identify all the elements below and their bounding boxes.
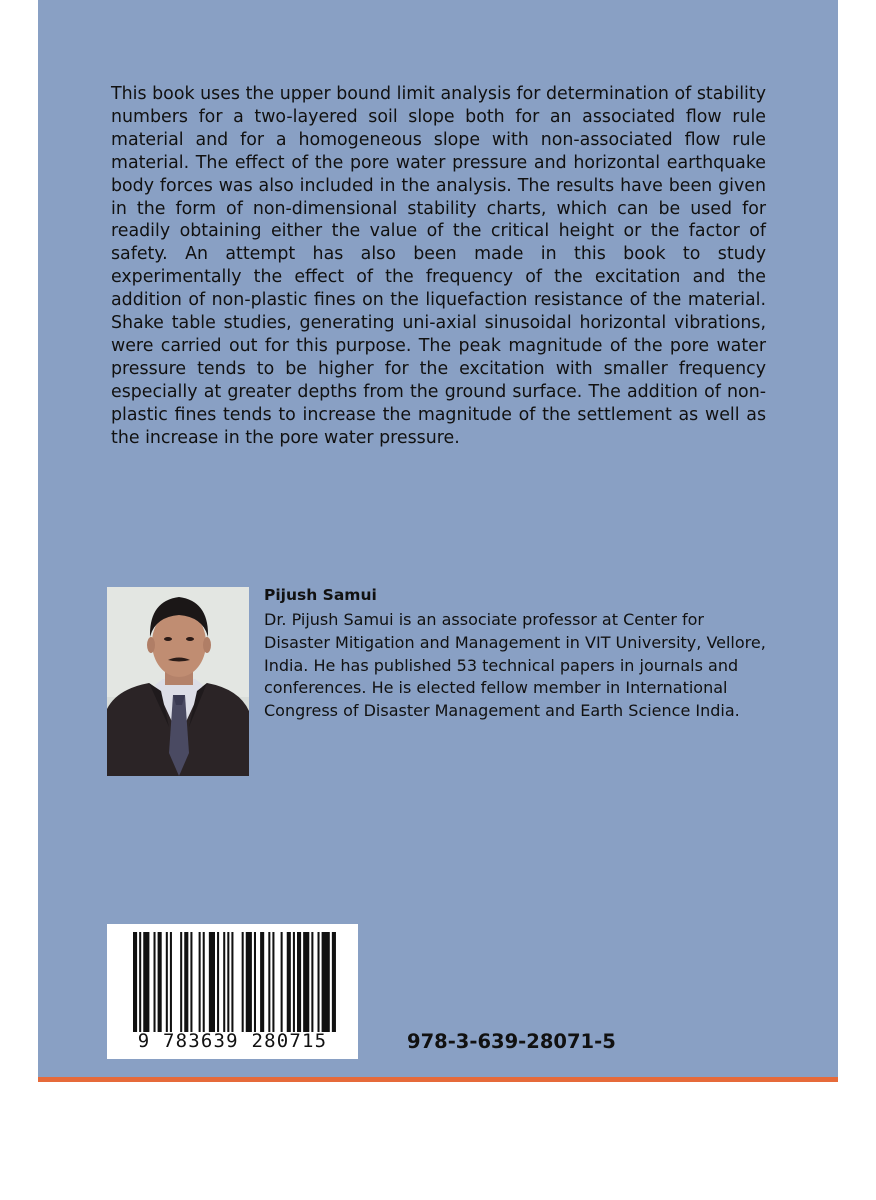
barcode-bar (242, 932, 244, 1032)
barcode-bar (231, 932, 233, 1032)
barcode-bar (260, 932, 264, 1032)
barcode-bar (246, 932, 252, 1032)
barcode-bar (217, 932, 219, 1032)
barcode-bar (311, 932, 313, 1032)
barcode-bar (303, 932, 309, 1032)
barcode-bar (184, 932, 188, 1032)
barcode-bar (143, 932, 149, 1032)
barcode-bar (272, 932, 274, 1032)
barcode-bar (227, 932, 229, 1032)
barcode-digits: 9 783639 280715 (137, 1030, 328, 1052)
barcode-bar (281, 932, 283, 1032)
barcode-bar (332, 932, 336, 1032)
book-description: This book uses the upper bound limit analysis for determination of stability numbers for a two-layered soil slope both for an associated flow rule material and for a homogeneous slope with non-associated flow rule material. The effect of the pore water pressure and horizontal earthquake body forces was also included in the analysis. The results have been given in the form of non-dimensional stability charts, which can be used for readily obtaining either the value of the critical height or the factor of safety. An attempt has also been made in this book to study experimentally the effect of the frequency of the excitation and the addition of non-plastic fines on the liquefaction resistance of the material. Shake table studies, generating uni-axial sinusoidal horizontal vibrations, were carried out for this purpose. The peak magnitude of the pore water pressure tends to be higher for the excitation with smaller frequency especially at greater depths from the ground surface. The addition of non-plastic fines tends to increase the magnitude of the settlement as well as the increase in the pore water pressure. (111, 84, 766, 448)
barcode-bar (199, 932, 201, 1032)
barcode-bar (209, 932, 215, 1032)
author-bio: Dr. Pijush Samui is an associate professor at Center for Disaster Mitigation and Management in VIT University, Vellore, India. He has published 53 technical papers in journals and conferences. He is elected fellow member in International Congress of Disaster Management and Earth Science India. (264, 610, 766, 721)
barcode (107, 924, 358, 1059)
barcode-bar (190, 932, 192, 1032)
isbn-number: 978-3-639-28071-5 (407, 1030, 616, 1053)
author-name: Pijush Samui (264, 586, 377, 604)
barcode-bar (223, 932, 225, 1032)
barcode-bar (154, 932, 156, 1032)
barcode-bar (139, 932, 141, 1032)
barcode-bar (133, 932, 137, 1032)
barcode-bar (203, 932, 205, 1032)
author-photo (107, 587, 249, 776)
barcode-bar (170, 932, 172, 1032)
barcode-bar (254, 932, 256, 1032)
barcode-bar (180, 932, 182, 1032)
barcode-bar (322, 932, 330, 1032)
barcode-bar (166, 932, 168, 1032)
barcode-bar (287, 932, 291, 1032)
barcode-bar (318, 932, 320, 1032)
barcode-bar (268, 932, 270, 1032)
barcode-bar (158, 932, 162, 1032)
barcode-bar (293, 932, 295, 1032)
barcode-bar (297, 932, 301, 1032)
orange-accent-strip (38, 1077, 838, 1082)
